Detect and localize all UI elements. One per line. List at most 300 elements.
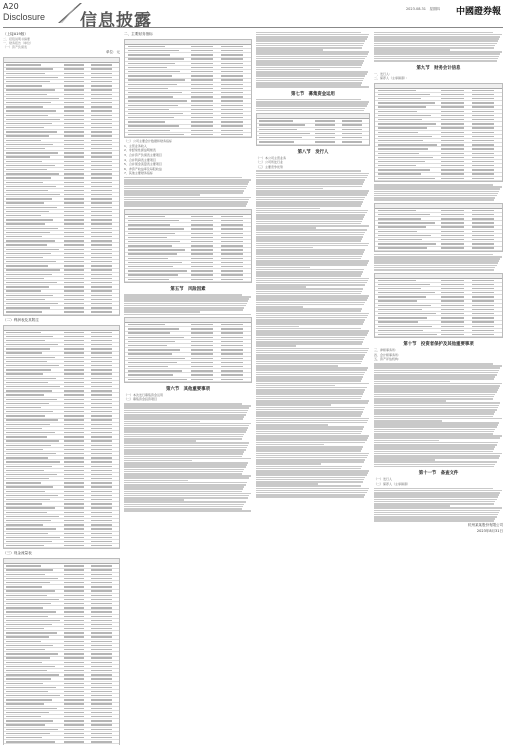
table-cell bbox=[64, 211, 85, 212]
table-cell bbox=[91, 436, 112, 437]
table-cell bbox=[128, 233, 176, 234]
table-cell bbox=[6, 135, 49, 136]
table-cell bbox=[259, 124, 305, 125]
table-cell bbox=[191, 353, 214, 354]
table-cell bbox=[441, 317, 464, 318]
table-cell bbox=[259, 133, 309, 134]
table-cell bbox=[91, 152, 112, 153]
table-cell bbox=[441, 178, 464, 179]
table-cell bbox=[441, 326, 464, 327]
table-cell bbox=[64, 628, 85, 629]
table-cell bbox=[91, 336, 112, 337]
table-cell bbox=[441, 173, 464, 174]
table-cell bbox=[91, 290, 112, 291]
table-cell bbox=[6, 624, 52, 625]
table-cell bbox=[378, 94, 430, 95]
table-cell bbox=[64, 378, 85, 379]
table-cell bbox=[6, 541, 52, 542]
table-cell bbox=[472, 132, 495, 133]
table-cell bbox=[221, 237, 244, 238]
table-cell bbox=[91, 369, 112, 370]
table-cell bbox=[64, 282, 85, 283]
table-cell bbox=[6, 436, 46, 437]
table-cell bbox=[64, 541, 85, 542]
table-cell bbox=[91, 365, 112, 366]
table-cell bbox=[441, 140, 464, 141]
table-cell bbox=[6, 712, 49, 713]
table-cell bbox=[472, 300, 495, 301]
table-cell bbox=[191, 237, 214, 238]
table-cell bbox=[91, 649, 112, 650]
table-cell bbox=[6, 411, 53, 412]
table-cell bbox=[64, 565, 85, 566]
table-cell bbox=[64, 683, 85, 684]
table-cell bbox=[472, 309, 495, 310]
table-cell bbox=[64, 131, 85, 132]
table-cell bbox=[6, 77, 58, 78]
table-cell bbox=[64, 474, 85, 475]
table-cell bbox=[342, 120, 362, 121]
table-cell bbox=[441, 330, 464, 331]
paragraph bbox=[124, 294, 252, 315]
table-cell bbox=[472, 326, 495, 327]
table-cell bbox=[91, 632, 112, 633]
table-cell bbox=[6, 595, 46, 596]
table-cell bbox=[191, 249, 214, 250]
table-cell bbox=[378, 243, 436, 244]
table-cell bbox=[64, 190, 85, 191]
table-cell bbox=[221, 332, 244, 333]
table-cell bbox=[64, 352, 85, 353]
table-cell bbox=[6, 340, 45, 341]
table-cell bbox=[221, 50, 244, 51]
table-cell bbox=[191, 349, 214, 350]
table-cell bbox=[64, 670, 85, 671]
table-cell bbox=[441, 119, 464, 120]
table-cell bbox=[6, 169, 46, 170]
table-cell bbox=[6, 332, 41, 333]
table-cell bbox=[472, 243, 495, 244]
table-cell bbox=[91, 499, 112, 500]
table-cell bbox=[191, 134, 214, 135]
table-cell bbox=[6, 144, 53, 145]
list-line: （三）主要竞争优势 bbox=[256, 164, 284, 169]
table-cell bbox=[6, 81, 50, 82]
table-cell bbox=[64, 232, 85, 233]
table-cell bbox=[91, 261, 112, 262]
table-cell bbox=[91, 691, 112, 692]
table-row bbox=[4, 310, 119, 314]
list-line: 三、律师事务所： bbox=[374, 348, 399, 353]
section-title: 第十一节 备查文件 bbox=[418, 471, 459, 477]
table-cell bbox=[64, 503, 85, 504]
table-cell bbox=[64, 274, 85, 275]
table-cell bbox=[64, 299, 85, 300]
table-cell bbox=[64, 649, 85, 650]
table-cell bbox=[64, 286, 85, 287]
table-cell bbox=[128, 58, 185, 59]
table-cell bbox=[64, 695, 85, 696]
table-cell bbox=[91, 232, 112, 233]
table-cell bbox=[91, 607, 112, 608]
table-cell bbox=[91, 616, 112, 617]
table-cell bbox=[128, 46, 166, 47]
table-cell bbox=[315, 124, 335, 125]
table-cell bbox=[472, 296, 495, 297]
table-cell bbox=[6, 344, 58, 345]
table-cell bbox=[91, 332, 112, 333]
table-cell bbox=[6, 578, 58, 579]
table-cell bbox=[441, 218, 464, 219]
table-cell bbox=[64, 344, 85, 345]
table-cell bbox=[472, 292, 495, 293]
table-cell bbox=[91, 657, 112, 658]
table-cell bbox=[91, 545, 112, 546]
table-cell bbox=[441, 231, 464, 232]
table-cell bbox=[6, 482, 41, 483]
table-cell bbox=[6, 228, 58, 229]
balance-sheet-table bbox=[3, 57, 120, 315]
table-cell bbox=[91, 520, 112, 521]
table-cell bbox=[6, 98, 59, 99]
table-cell bbox=[128, 374, 173, 375]
table-cell bbox=[64, 307, 85, 308]
table-cell bbox=[6, 373, 43, 374]
table-cell bbox=[441, 305, 464, 306]
table-cell bbox=[128, 92, 182, 93]
table-cell bbox=[128, 274, 178, 275]
table-cell bbox=[91, 674, 112, 675]
table-cell bbox=[6, 528, 55, 529]
text-line bbox=[256, 110, 364, 112]
list-line: 4、合并利润表主要项目 bbox=[124, 157, 156, 162]
table-cell bbox=[191, 362, 214, 363]
table-cell bbox=[64, 708, 85, 709]
table-cell bbox=[378, 173, 421, 174]
table-cell bbox=[6, 215, 41, 216]
table-cell bbox=[91, 683, 112, 684]
table-cell bbox=[378, 288, 421, 289]
table-cell bbox=[315, 141, 335, 142]
table-cell bbox=[378, 136, 433, 137]
table-cell bbox=[378, 330, 424, 331]
table-cell bbox=[64, 194, 85, 195]
section-name-en: Disclosure bbox=[3, 12, 46, 22]
table-cell bbox=[441, 313, 464, 314]
table-cell bbox=[6, 282, 57, 283]
table-cell bbox=[191, 100, 214, 101]
table-cell bbox=[91, 169, 112, 170]
table-cell bbox=[91, 219, 112, 220]
table-cell bbox=[221, 379, 244, 380]
table-cell bbox=[191, 46, 214, 47]
table-cell bbox=[64, 373, 85, 374]
table-cell bbox=[128, 324, 166, 325]
text-line bbox=[124, 510, 251, 512]
table-cell bbox=[6, 295, 53, 296]
table-cell bbox=[91, 257, 112, 258]
table-cell bbox=[6, 599, 59, 600]
table-cell bbox=[91, 729, 112, 730]
table-cell bbox=[64, 265, 85, 266]
table-cell bbox=[6, 653, 58, 654]
table-cell bbox=[472, 169, 495, 170]
table-cell bbox=[91, 403, 112, 404]
list-line: 6、净资产收益率及每股收益 bbox=[124, 166, 162, 171]
table-cell bbox=[472, 226, 495, 227]
table-cell bbox=[64, 574, 85, 575]
table-cell bbox=[315, 137, 335, 138]
table-cell bbox=[6, 533, 47, 534]
table-cell bbox=[91, 411, 112, 412]
table-cell bbox=[221, 63, 244, 64]
list-line: （一）发行人 bbox=[374, 477, 393, 482]
table-cell bbox=[191, 324, 214, 325]
table-cell bbox=[191, 130, 214, 131]
table-cell bbox=[441, 123, 464, 124]
table-cell bbox=[128, 121, 166, 122]
table-cell bbox=[6, 110, 55, 111]
table-cell bbox=[6, 89, 54, 90]
table-cell bbox=[64, 520, 85, 521]
table-cell bbox=[91, 361, 112, 362]
column-1 bbox=[3, 31, 120, 745]
table-cell bbox=[6, 512, 46, 513]
table-cell bbox=[91, 466, 112, 467]
section-name-cn: 信息披露 bbox=[80, 11, 152, 31]
table-cell bbox=[191, 54, 214, 55]
table-cell bbox=[64, 678, 85, 679]
text-line bbox=[374, 520, 494, 522]
table-cell bbox=[64, 115, 85, 116]
table-cell bbox=[64, 440, 85, 441]
table-cell bbox=[91, 344, 112, 345]
table-cell bbox=[6, 678, 51, 679]
table-cell bbox=[91, 503, 112, 504]
table-cell bbox=[378, 111, 417, 112]
table-cell bbox=[221, 109, 244, 110]
table-cell bbox=[378, 247, 428, 248]
table-cell bbox=[191, 92, 214, 93]
table-cell bbox=[91, 507, 112, 508]
table-cell bbox=[64, 712, 85, 713]
table-cell bbox=[64, 148, 85, 149]
table-cell bbox=[128, 279, 170, 280]
table-cell bbox=[441, 153, 464, 154]
indicator-table bbox=[124, 39, 252, 138]
table-cell bbox=[378, 127, 428, 128]
table-cell bbox=[91, 303, 112, 304]
table-cell bbox=[64, 394, 85, 395]
table-cell bbox=[91, 533, 112, 534]
table-cell bbox=[221, 262, 244, 263]
table-cell bbox=[91, 687, 112, 688]
table-cell bbox=[64, 173, 85, 174]
table-cell bbox=[441, 226, 464, 227]
table-cell bbox=[472, 165, 495, 166]
table-cell bbox=[64, 724, 85, 725]
table-cell bbox=[378, 140, 424, 141]
table-cell bbox=[441, 210, 464, 211]
table-cell bbox=[91, 733, 112, 734]
table-cell bbox=[259, 129, 297, 130]
table-cell bbox=[221, 253, 244, 254]
table-cell bbox=[441, 292, 464, 293]
table-cell bbox=[472, 288, 495, 289]
table-cell bbox=[221, 88, 244, 89]
table-cell bbox=[128, 67, 167, 68]
data-table bbox=[124, 317, 252, 383]
paragraph bbox=[374, 488, 503, 522]
table-cell bbox=[91, 110, 112, 111]
table-cell bbox=[191, 228, 214, 229]
table-cell bbox=[6, 611, 55, 612]
table-cell bbox=[6, 106, 43, 107]
table-cell bbox=[64, 624, 85, 625]
table-cell bbox=[342, 137, 362, 138]
table-cell bbox=[6, 336, 53, 337]
table-cell bbox=[128, 258, 168, 259]
table-cell bbox=[64, 524, 85, 525]
table-cell bbox=[191, 125, 214, 126]
table-cell bbox=[441, 284, 464, 285]
table-cell bbox=[441, 321, 464, 322]
table-cell bbox=[6, 545, 44, 546]
table-cell bbox=[191, 109, 214, 110]
table-cell bbox=[378, 102, 435, 103]
text-line bbox=[124, 205, 246, 207]
table-cell bbox=[91, 299, 112, 300]
table-cell bbox=[315, 133, 335, 134]
table-cell bbox=[64, 348, 85, 349]
table-cell bbox=[64, 98, 85, 99]
intro-line: 二、招股说明书摘要 bbox=[3, 37, 31, 41]
table-cell bbox=[221, 337, 244, 338]
paragraph bbox=[374, 32, 503, 62]
table-cell bbox=[441, 161, 464, 162]
table-cell bbox=[64, 737, 85, 738]
table-cell bbox=[6, 565, 41, 566]
table-cell bbox=[221, 362, 244, 363]
masthead bbox=[0, 0, 506, 30]
table-cell bbox=[6, 695, 60, 696]
table-cell bbox=[259, 137, 302, 138]
table-cell bbox=[128, 79, 186, 80]
table-cell bbox=[472, 317, 495, 318]
table-cell bbox=[472, 157, 495, 158]
table-cell bbox=[91, 653, 112, 654]
text-line bbox=[374, 466, 494, 468]
table-label: （三）现金流量表 bbox=[3, 551, 32, 556]
table-cell bbox=[91, 190, 112, 191]
table-cell bbox=[91, 737, 112, 738]
table-cell bbox=[378, 165, 416, 166]
table-cell bbox=[6, 657, 50, 658]
table-cell bbox=[6, 156, 50, 157]
income-statement-table bbox=[3, 325, 120, 550]
table-cell bbox=[221, 71, 244, 72]
table-cell bbox=[441, 111, 464, 112]
table-cell bbox=[91, 390, 112, 391]
table-cell bbox=[221, 228, 244, 229]
table-cell bbox=[378, 218, 421, 219]
table-cell bbox=[6, 415, 45, 416]
table-cell bbox=[378, 317, 428, 318]
table-cell bbox=[64, 599, 85, 600]
table-cell bbox=[91, 491, 112, 492]
table-cell bbox=[378, 132, 419, 133]
table-cell bbox=[472, 106, 495, 107]
table-cell bbox=[91, 582, 112, 583]
table-cell bbox=[6, 219, 53, 220]
table-cell bbox=[128, 366, 168, 367]
table-cell bbox=[91, 541, 112, 542]
table-cell bbox=[91, 482, 112, 483]
table-cell bbox=[221, 58, 244, 59]
table-cell bbox=[441, 132, 464, 133]
table-cell bbox=[378, 214, 430, 215]
table-cell bbox=[6, 190, 47, 191]
table-cell bbox=[64, 94, 85, 95]
list-line: 四、会计师事务所： bbox=[374, 352, 402, 357]
table-cell bbox=[441, 136, 464, 137]
table-cell bbox=[441, 98, 464, 99]
table-cell bbox=[64, 611, 85, 612]
table-cell bbox=[191, 105, 214, 106]
table-cell bbox=[378, 161, 425, 162]
table-cell bbox=[64, 662, 85, 663]
list-line: 3、合并资产负债表主要项目 bbox=[124, 152, 162, 157]
section-title: 第五节 风险因素 bbox=[170, 286, 206, 292]
table-cell bbox=[64, 290, 85, 291]
table-cell bbox=[128, 75, 172, 76]
table-cell bbox=[91, 115, 112, 116]
table-cell bbox=[64, 445, 85, 446]
table-cell bbox=[6, 691, 47, 692]
table-cell bbox=[441, 94, 464, 95]
section-title: 第八节 发行人 bbox=[297, 149, 329, 155]
table-cell bbox=[6, 223, 45, 224]
table-cell bbox=[91, 140, 112, 141]
table-cell bbox=[128, 370, 182, 371]
table-cell bbox=[378, 309, 422, 310]
table-cell bbox=[64, 653, 85, 654]
table-cell bbox=[472, 235, 495, 236]
table-cell bbox=[64, 533, 85, 534]
table-cell bbox=[91, 611, 112, 612]
table-cell bbox=[64, 144, 85, 145]
table-cell bbox=[6, 474, 57, 475]
table-cell bbox=[378, 292, 435, 293]
table-cell bbox=[64, 261, 85, 262]
table-cell bbox=[472, 218, 495, 219]
table-cell bbox=[221, 216, 244, 217]
continuation-label: （上接A19版） bbox=[3, 32, 28, 36]
table-cell bbox=[6, 265, 47, 266]
table-cell bbox=[191, 96, 214, 97]
table-cell bbox=[91, 624, 112, 625]
table-cell bbox=[441, 144, 464, 145]
table-cell bbox=[378, 153, 420, 154]
table-cell bbox=[64, 607, 85, 608]
table-cell bbox=[342, 141, 362, 142]
table-cell bbox=[128, 134, 185, 135]
table-cell bbox=[6, 449, 43, 450]
table-cell bbox=[6, 520, 51, 521]
table-cell bbox=[64, 249, 85, 250]
table-cell bbox=[472, 247, 495, 248]
table-cell bbox=[91, 274, 112, 275]
